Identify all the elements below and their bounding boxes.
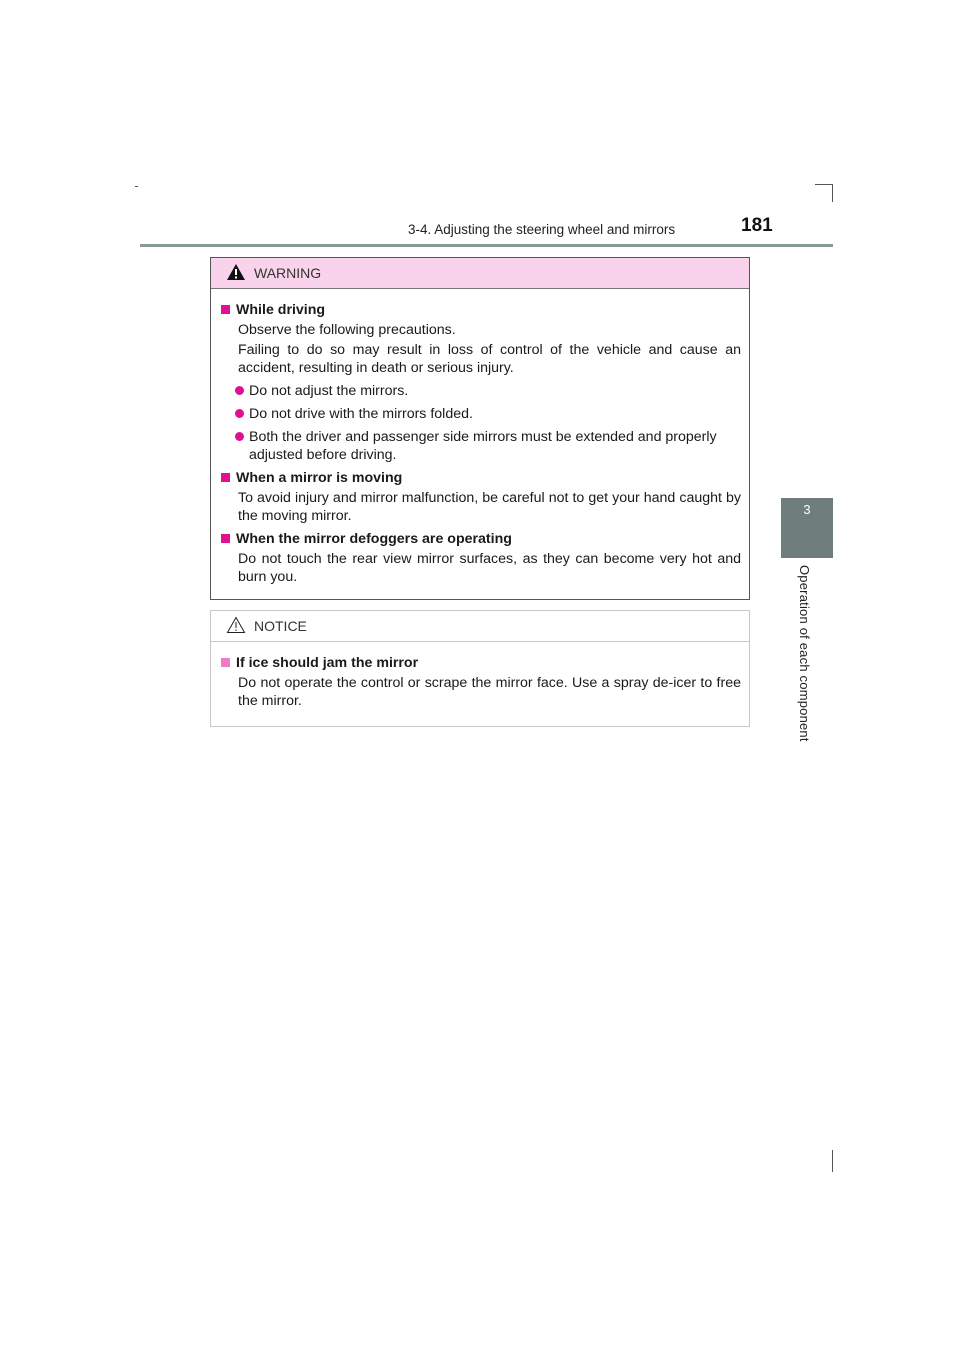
crop-mark-bottom-right [832,1150,833,1172]
crop-mark-top-right-v [832,184,833,202]
list-item: Do not adjust the mirrors. [219,382,741,400]
notice-section [219,654,741,710]
list-item: Do not drive with the mirrors folded. [219,405,741,423]
circle-bullet-icon [235,409,244,418]
running-header: 3-4. Adjusting the steering wheel and mirrors [408,222,676,237]
section-text: To avoid injury and mirror malfunction, be careful not to get your hand caught by the moving mirror. [238,490,741,524]
crop-mark-top-left [135,186,138,187]
chapter-tab [781,498,833,558]
warning-header [211,258,749,289]
crop-mark-top-right-h [815,184,833,185]
section-text: Do not operate the control or scrape the mirror face. Use a spray de-icer to free the mirror. [238,675,741,709]
notice-body [211,642,749,710]
section-title: If ice should jam the mirror [219,654,741,672]
section-title: While driving [219,301,741,319]
square-bullet-icon [221,305,230,314]
header-rule [140,244,833,247]
list-item: Both the driver and passenger side mirrors must be extended and properly adjusted before driving. [219,428,741,464]
warning-section [219,530,741,586]
notice-box [210,610,750,727]
circle-bullet-icon [235,432,244,441]
section-text: Failing to do so may result in loss of control of the vehicle and cause an accident, resulting in death or serious injury. [238,342,741,376]
warning-label: WARNING [254,265,322,281]
warning-section [219,469,741,525]
warning-triangle-icon [226,263,246,286]
caution-triangle-icon [226,616,246,639]
circle-bullet-icon [235,386,244,395]
notice-label: NOTICE [254,618,307,634]
square-bullet-icon [221,473,230,482]
warning-body [211,289,749,586]
section-title: When the mirror defoggers are operating [219,530,741,548]
chapter-number: 3 [803,502,811,517]
warning-section [219,301,741,464]
page-number: 181 [741,215,773,236]
square-bullet-icon [221,534,230,543]
notice-header [211,611,749,642]
warning-box [210,257,750,600]
chapter-title: Operation of each component [797,565,812,742]
section-title: When a mirror is moving [219,469,741,487]
section-text: Observe the following precautions. [238,322,456,338]
square-bullet-icon [221,658,230,667]
section-text: Do not touch the rear view mirror surfaces, as they can become very hot and burn you. [238,551,741,585]
